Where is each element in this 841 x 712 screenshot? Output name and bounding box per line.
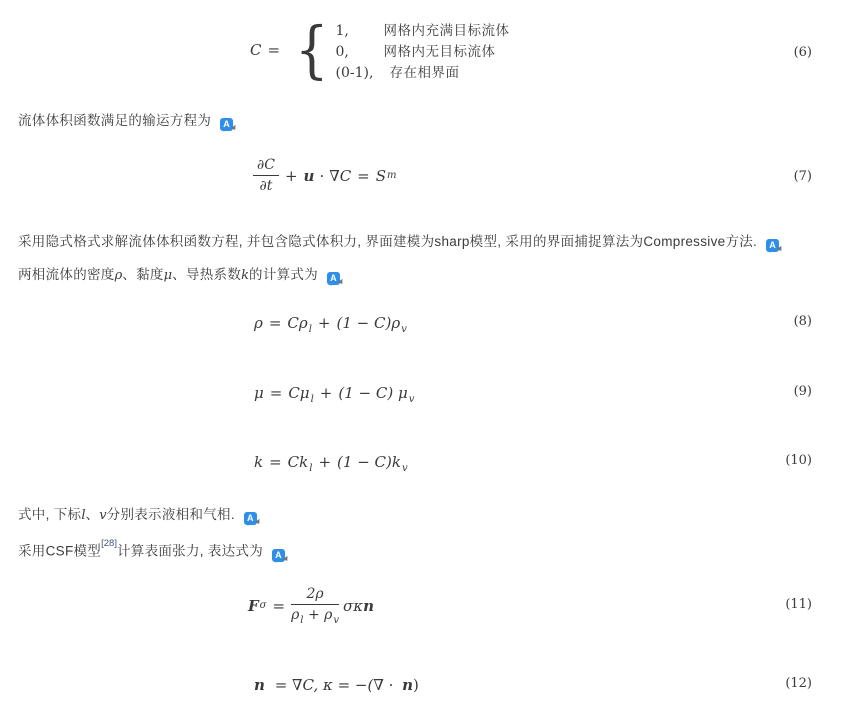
paragraph-csf-model — [18, 538, 285, 562]
math-var-mu: μ — [254, 384, 264, 402]
dot-operator: · — [319, 166, 325, 185]
math-sub-v: v — [401, 463, 408, 474]
equation-7-body — [253, 157, 397, 194]
plus-sign: + — [317, 314, 331, 332]
equals-sign: = — [268, 314, 282, 332]
equation-9-body — [254, 384, 414, 405]
paragraph-text: 采用隐式格式求解流体体积函数方程, 并包含隐式体积力, 界面建模为sharp模型, 采用的界面捕捉算法为Compressive方法. — [18, 234, 758, 249]
math-partial-C: ∂C — [257, 157, 275, 173]
translate-icon[interactable]: A — [244, 512, 257, 525]
plus-sign: + — [284, 166, 298, 185]
math-vec-u: u — [303, 166, 315, 185]
equation-8-body — [254, 314, 407, 335]
equals-sign: = — [357, 166, 370, 185]
case-row — [336, 61, 510, 82]
paragraph-text: 计算表面张力, 表达式为 — [116, 543, 264, 559]
math-numerator: 2ρ — [306, 586, 324, 602]
math-term: Cρ — [287, 314, 308, 332]
equation-12-body — [254, 676, 419, 694]
translate-icon[interactable]: A — [220, 118, 233, 131]
translate-icon[interactable]: A — [272, 549, 285, 562]
math-grad-C: ∇C — [329, 166, 352, 185]
case-value: 0, — [335, 43, 349, 60]
math-var-k: k — [241, 268, 250, 283]
plus-sign: + — [318, 453, 332, 471]
paragraph-text: 分别表示液相和气相. — [106, 507, 235, 522]
paragraph-implicit-scheme — [18, 232, 779, 252]
math-var-S: S — [375, 166, 387, 185]
paragraph-text: 、 — [85, 507, 100, 522]
paragraph-subscript-note — [18, 505, 257, 525]
paragraph-text: 式中, 下标 — [18, 507, 82, 522]
case-value: (0-1), — [335, 64, 374, 81]
math-term: (1 − C)k — [337, 453, 401, 471]
equals-sign: = — [269, 453, 282, 471]
math-vec-n: n — [402, 676, 414, 694]
equation-10-body — [254, 453, 408, 474]
math-term: Ck — [287, 453, 309, 471]
math-var-rho: ρ — [324, 607, 333, 623]
paragraph-text: 流体体积函数满足的输运方程为 — [18, 113, 212, 128]
math-sub-l: l — [310, 394, 314, 405]
math-sub-v: v — [401, 324, 407, 335]
math-term: Cμ — [288, 384, 310, 402]
cases-block — [336, 19, 510, 82]
translate-icon[interactable]: A — [766, 239, 779, 252]
math-sub-l: l — [308, 324, 312, 335]
equation-7-number: (7) — [793, 169, 812, 184]
math-var-rho: ρ — [114, 268, 123, 283]
citation-28-link[interactable]: [28] — [101, 538, 117, 549]
math-vec-n: n — [363, 596, 375, 615]
math-var-v: v — [99, 508, 107, 523]
equation-6-number: (6) — [793, 45, 812, 60]
case-condition: 存在相界面 — [389, 64, 460, 80]
translate-icon-mark — [338, 279, 347, 288]
math-sub-v: v — [408, 394, 415, 405]
equation-10-number: (10) — [785, 453, 812, 468]
math-partial-t: ∂t — [259, 178, 273, 194]
equals-sign: = — [272, 596, 286, 615]
fraction — [291, 586, 339, 626]
equation-6-body — [250, 13, 510, 86]
math-sigma-kappa: σκ — [343, 596, 364, 615]
paragraph-text: 的计算式为 — [249, 267, 319, 282]
paragraph-text: 、导热系数 — [172, 267, 242, 282]
case-condition: 网格内充满目标流体 — [383, 22, 510, 38]
translate-icon-mark — [283, 555, 292, 564]
paragraph-property-definition — [18, 265, 340, 285]
equation-11-body — [248, 586, 374, 626]
math-vec-n: n — [254, 676, 265, 694]
close-paren: ) — [413, 676, 419, 694]
case-value: 1, — [335, 22, 349, 39]
equation-9-number: (9) — [793, 384, 812, 399]
math-expression: = ∇C, κ = −(∇ · — [274, 676, 394, 694]
math-var-rho: ρ — [254, 314, 263, 332]
equals-sign: = — [269, 384, 283, 402]
translate-icon[interactable]: A — [327, 272, 340, 285]
case-row — [336, 40, 510, 61]
translate-icon-mark — [254, 519, 263, 528]
cases-brace: { — [295, 13, 329, 86]
equation-11-number: (11) — [785, 597, 812, 612]
paragraph-text: 两相流体的密度 — [18, 267, 115, 282]
equation-12-number: (12) — [785, 676, 812, 691]
math-var-C: C — [250, 41, 262, 59]
plus-sign: + — [319, 384, 333, 402]
case-row — [336, 19, 510, 40]
paragraph-text: 采用CSF模型 — [18, 543, 102, 559]
math-var-l: l — [81, 508, 86, 523]
math-sub-v: v — [333, 614, 340, 626]
math-term: (1 − C) μ — [338, 384, 408, 402]
math-var-k: k — [254, 453, 264, 471]
translate-icon-mark — [777, 246, 786, 255]
math-vec-F: F — [248, 596, 259, 615]
paragraph-text: 、黏度 — [122, 267, 164, 282]
fraction — [253, 157, 279, 194]
equals-sign: = — [267, 41, 281, 59]
equation-8-number: (8) — [793, 314, 812, 329]
math-sub-l: l — [309, 463, 313, 474]
math-term: (1 − C)ρ — [336, 314, 401, 332]
plus-sign: + — [307, 607, 320, 623]
math-sub-sigma: σ — [259, 600, 267, 612]
paragraph-transport-equation — [18, 111, 233, 131]
math-var-mu: μ — [163, 268, 173, 283]
translate-icon-mark — [231, 125, 240, 134]
math-sub-m: m — [387, 170, 397, 181]
math-sub-l: l — [300, 614, 304, 626]
math-var-rho: ρ — [291, 607, 300, 623]
case-condition: 网格内无目标流体 — [383, 43, 496, 59]
